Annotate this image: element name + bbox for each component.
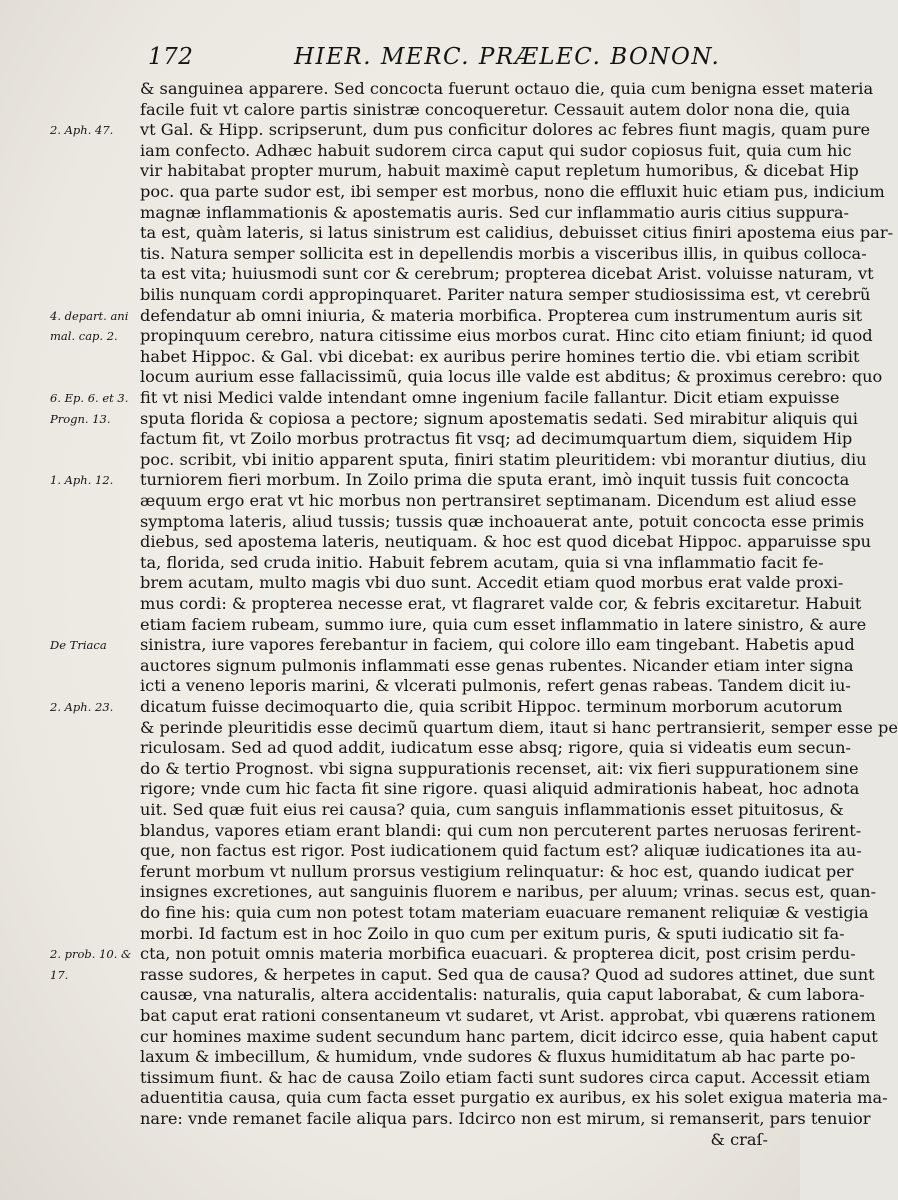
text-line: poc. scribit, vbi initio apparent sputa, finiri statim pleuritidem: vbi morantur diutius, diu — [140, 449, 867, 469]
page-header — [148, 44, 788, 78]
text-line: fit vt nisi Medici valde intendant omne ingenium facile fallantur. Dicit etiam expuisse — [140, 388, 840, 407]
margin-note: 2. Aph. 23. — [50, 700, 114, 714]
text-line: morbi. Id factum est in hoc Zoilo in quo cum per exitum puris, & sputi iudicatio sit fa- — [140, 923, 845, 943]
text-line: ferunt morbum vt nullum prorsus vestigium relinquatur: & hoc est, quando iudicat per — [140, 861, 854, 881]
margin-notes-column — [50, 0, 140, 1200]
margin-note: 2. prob. 10. & — [50, 947, 132, 962]
text-line: & craſ- — [710, 1129, 768, 1149]
text-line: uit. Sed quæ fuit eius rei causa? quia, cum sanguis inflammationis esset pituitosus, & — [140, 800, 844, 819]
text-line: blandus, vapores etiam erant blandi: qui cum non percuterent partes neruosas ferirent- — [140, 820, 862, 840]
text-line: iam confecto. Adhæc habuit sudorem circa caput qui sudor copiosus fuit, quia cum hic — [140, 140, 852, 160]
text-line: que, non factus est rigor. Post iudicationem quid factum est? aliquæ iudicationes ita au- — [140, 841, 862, 861]
text-line: auctores signum pulmonis inflammati esse genas rubentes. Nicander etiam inter signa — [140, 655, 854, 675]
text-line: symptoma lateris, aliud tussis; tussis quæ inchoauerat ante, potuit concocta esse primis — [140, 511, 865, 531]
margin-note: mal. cap. 2. — [50, 329, 118, 344]
text-line: & perinde pleuritidis esse decimũ quartum diem, itaut si hanc pertransierit, semper esse pe — [140, 717, 898, 737]
text-line: & sanguinea apparere. Sed concocta fuerunt octauo die, quia cum benigna esset materia — [140, 79, 874, 98]
text-line: do fine his: quia cum non potest totam materiam euacuare remanent reliquiæ & vestigia — [140, 903, 869, 922]
text-line: turniorem fieri morbum. In Zoilo prima die sputa erant, imò inquit tussis fuit concocta — [140, 470, 850, 490]
text-line: mus cordi: & propterea necesse erat, vt flagraret valde cor, & febris excitaretur. Habuit — [140, 594, 862, 613]
text-line: rigore; vnde cum hic facta fit sine rigore. quasi aliquid admirationis habeat, hoc adnota — [140, 779, 860, 799]
text-line: dicatum fuisse decimoquarto die, quia scribit Hippoc. terminum morborum acutorum — [140, 697, 843, 716]
text-line: defendatur ab omni iniuria, & materia morbifica. Propterea cum instrumentum auris sit — [140, 305, 863, 325]
running-head: HIER. MERC. PRÆLEC. BONON. — [294, 44, 721, 70]
text-line: locum aurium esse fallacissimũ, quia locus ille valde est abditus; & proximus cerebro: quo — [140, 367, 883, 387]
text-line: vt Gal. & Hipp. scripserunt, dum pus conficitur dolores ac febres fiunt magis, quam pure — [140, 120, 871, 140]
text-line: aduentitia causa, quia cum facta esset purgatio ex auribus, ex his solet exigua materia ma- — [140, 1088, 888, 1108]
text-line: brem acutam, multo magis vbi duo sunt. Accedit etiam quod morbus erat valde proxi- — [140, 573, 844, 593]
text-line: tis. Natura semper sollicita est in depellendis morbis a visceribus illis, in quibus colloca- — [140, 243, 867, 263]
margin-note: De Triaca — [50, 638, 107, 653]
text-line: facile fuit vt calore partis sinistræ concoqueretur. Cessauit autem dolor nona die, quia — [140, 99, 851, 119]
text-line: bilis nunquam cordi appropinquaret. Pariter natura semper studiosissima est, vt cerebrũ — [140, 285, 871, 304]
text-line: habet Hippoc. & Gal. vbi dicebat: ex auribus perire homines tertio die. vbi etiam scribit — [140, 346, 860, 366]
text-line: riculosam. Sed ad quod addit, iudicatum esse absq; rigore, quia si videatis eum secun- — [140, 738, 851, 758]
margin-note: 17. — [50, 967, 69, 982]
text-line: do & tertio Prognost. vbi signa suppurationis recenset, ait: vix fieri suppurationem sine — [140, 758, 859, 778]
text-line: bat caput erat rationi consentaneum vt sudaret, vt Arist. approbat, vbi quærens rationem — [140, 1006, 876, 1025]
margin-note: 6. Ep. 6. et 3. — [50, 391, 129, 405]
text-line: propinquum cerebro, natura citissime eius morbos curat. Hinc cito etiam finiunt; id quod — [140, 326, 873, 346]
text-line: æquum ergo erat vt hic morbus non pertransiret septimanam. Dicendum est aliud esse — [140, 491, 857, 510]
text-line: insignes excretiones, aut sanguinis fluorem e naribus, per aluum; vrinas. secus est, quan- — [140, 882, 877, 902]
text-line: icti a veneno leporis marini, & vlcerati pulmonis, refert genas rabeas. Tandem dicit iu- — [140, 676, 851, 696]
text-line: ta, florida, sed cruda initio. Habuit febrem acutam, quia si vna inflammatio facit fe- — [140, 552, 824, 572]
text-line: poc. qua parte sudor est, ibi semper est morbus, nono die effluxit huic etiam pus, indicium — [140, 182, 885, 201]
text-line: rasse sudores, & herpetes in caput. Sed qua de causa? Quod ad sudores attinet, due sunt — [140, 964, 875, 984]
text-line: vir habitabat propter murum, habuit maximè caput repletum humoribus, & dicebat Hip — [140, 161, 859, 181]
text-line: cta, non potuit omnis materia morbifica euacuari. & propterea dicit, post crisim perdu- — [140, 944, 856, 964]
body-text — [140, 78, 898, 1149]
margin-note: 4. depart. ani — [50, 308, 129, 323]
text-line: ta est, quàm lateris, si latus sinistrum est calidius, debuisset citius finiri apostema eius par- — [140, 223, 894, 243]
text-line: sinistra, iure vapores ferebantur in faciem, qui colore illo eam tingebant. Habetis apud — [140, 635, 855, 655]
text-line: factum fit, vt Zoilo morbus protractus fit vsq; ad decimumquartum diem, siquidem Hip — [140, 429, 853, 449]
text-line: magnæ inflammationis & apostematis auris. Sed cur inflammatio auris citius suppura- — [140, 202, 849, 222]
text-line: cur homines maxime sudent secundum hanc partem, dicit idcirco esse, quia habent caput — [140, 1026, 878, 1046]
text-line: diebus, sed apostema lateris, neutiquam. & hoc est quod dicebat Hippoc. apparuisse spu — [140, 532, 872, 552]
margin-note: 1. Aph. 12. — [50, 473, 114, 488]
text-line: etiam faciem rubeam, summo iure, quia cum esset inflammatio in latere sinistro, & aure — [140, 614, 867, 634]
text-line: ta est vita; huiusmodi sunt cor & cerebrum; propterea dicebat Arist. voluisse naturam, vt — [140, 264, 874, 284]
text-line: tissimum fiunt. & hac de causa Zoilo etiam facti sunt sudores circa caput. Accessit etiam — [140, 1067, 871, 1087]
page-number: 172 — [148, 44, 194, 70]
margin-note: Progn. 13. — [50, 411, 111, 426]
text-line: sputa florida & copiosa a pectore; signum apostematis sedati. Sed mirabitur aliquis qui — [140, 408, 858, 428]
text-line: causæ, vna naturalis, altera accidentalis: naturalis, quia caput laborabat, & cum labora- — [140, 985, 865, 1005]
text-line: nare: vnde remanet facile aliqua pars. Idcirco non est mirum, si remanserit, pars tenuior — [140, 1109, 871, 1128]
margin-note: 2. Aph. 47. — [50, 123, 114, 138]
text-line: laxum & imbecillum, & humidum, vnde sudores & fluxus humiditatum ab hac parte po- — [140, 1047, 856, 1067]
